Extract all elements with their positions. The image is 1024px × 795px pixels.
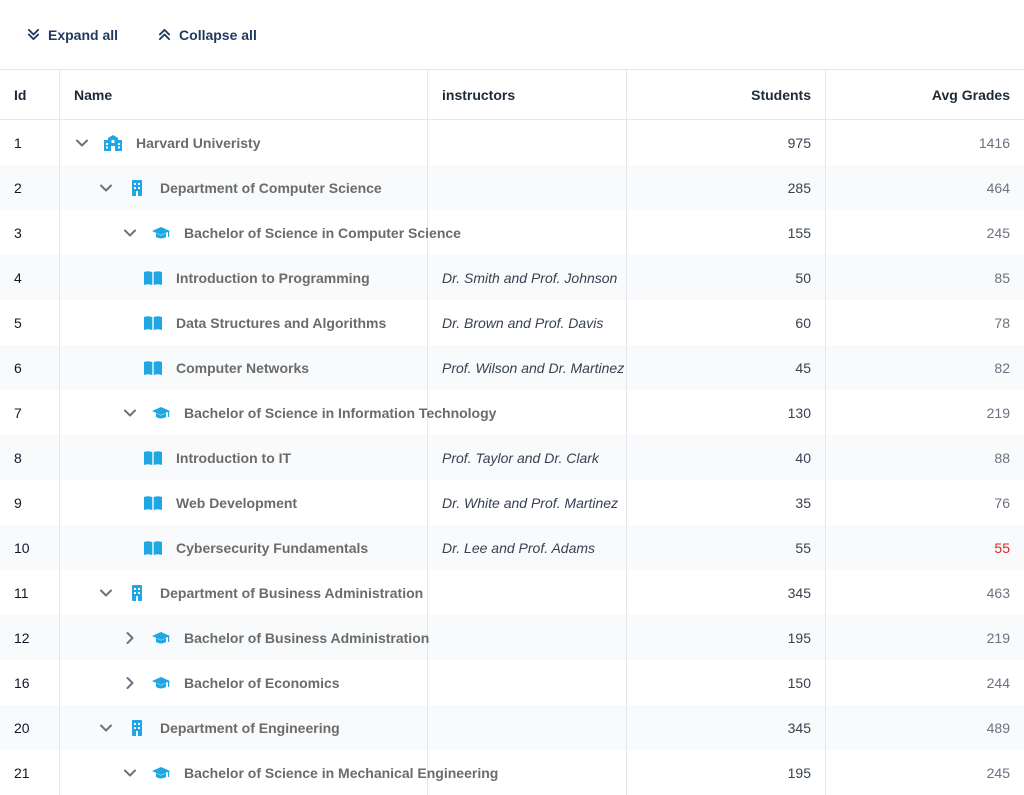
cell-id: 11 [0, 570, 60, 615]
grid-body [0, 120, 1024, 795]
collapse-all-button[interactable] [158, 27, 257, 43]
cell-students: 45 [627, 345, 826, 390]
cell-avg-grades: 76 [994, 494, 1010, 511]
cell-avg-grades: 88 [994, 449, 1010, 466]
column-header-avg-grades[interactable]: Avg Grades [931, 86, 1010, 103]
row-name-label: Data Structures and Algorithms [176, 314, 387, 331]
cell-name [60, 660, 428, 705]
column-header-students[interactable]: Students [627, 70, 826, 119]
cell-avg-grades: 245 [986, 224, 1010, 241]
graduation-cap-icon [152, 675, 170, 691]
cell-id: 3 [0, 210, 60, 255]
table-row[interactable] [0, 165, 1024, 210]
row-name-label: Harvard Univeristy [136, 134, 261, 151]
cell-instructors: Dr. Brown and Prof. Davis [428, 300, 627, 345]
cell-name [60, 300, 428, 345]
cell-instructors: Dr. White and Prof. Martinez [428, 480, 627, 525]
cell-instructors: Prof. Taylor and Dr. Clark [428, 435, 627, 480]
building-icon [128, 180, 146, 196]
cell-instructors [428, 570, 627, 615]
table-row[interactable] [0, 435, 1024, 480]
cell-students: 195 [627, 615, 826, 660]
cell-name [60, 705, 428, 750]
row-name-label: Computer Networks [176, 359, 310, 376]
cell-avg-grades: 55 [994, 539, 1010, 556]
toolbar [0, 0, 1024, 70]
cell-students: 195 [627, 750, 826, 795]
table-row[interactable] [0, 390, 1024, 435]
row-name-label: Web Development [176, 494, 298, 511]
cell-name [60, 435, 428, 480]
cell-id: 7 [0, 390, 60, 435]
chevron-right-icon[interactable] [122, 675, 138, 691]
row-name-label: Bachelor of Science in Information Technology [184, 404, 497, 421]
book-icon [144, 540, 162, 556]
graduation-cap-icon [152, 630, 170, 646]
table-row[interactable] [0, 660, 1024, 705]
cell-id: 2 [0, 165, 60, 210]
cell-avg-grades: 85 [994, 269, 1010, 286]
cell-avg-grades: 82 [994, 359, 1010, 376]
cell-instructors: Dr. Smith and Prof. Johnson [428, 255, 627, 300]
cell-name [60, 615, 428, 660]
chevron-down-icon[interactable] [74, 135, 90, 151]
table-row[interactable] [0, 300, 1024, 345]
cell-students: 60 [627, 300, 826, 345]
book-icon [144, 495, 162, 511]
cell-instructors [428, 705, 627, 750]
book-icon [144, 315, 162, 331]
building-icon [128, 585, 146, 601]
table-row[interactable] [0, 525, 1024, 570]
cell-id: 12 [0, 615, 60, 660]
building-icon [128, 720, 146, 736]
cell-avg-grades: 245 [986, 764, 1010, 781]
graduation-cap-icon [152, 225, 170, 241]
cell-name [60, 750, 499, 795]
chevron-down-icon[interactable] [122, 405, 138, 421]
cell-name [60, 390, 497, 435]
chevron-right-icon[interactable] [122, 630, 138, 646]
cell-id: 10 [0, 525, 60, 570]
cell-students: 55 [627, 525, 826, 570]
cell-id: 16 [0, 660, 60, 705]
cell-avg-grades: 78 [994, 314, 1010, 331]
expand-all-label: Expand all [48, 26, 119, 43]
book-icon [144, 360, 162, 376]
cell-id: 4 [0, 255, 60, 300]
chevron-down-icon[interactable] [98, 720, 114, 736]
table-row[interactable] [0, 750, 1024, 795]
cell-id: 8 [0, 435, 60, 480]
cell-avg-grades: 489 [986, 719, 1010, 736]
book-icon [144, 450, 162, 466]
cell-name [60, 525, 428, 570]
row-name-label: Bachelor of Science in Mechanical Engineering [184, 764, 499, 781]
expand-all-button[interactable] [27, 27, 118, 43]
chevron-down-icon[interactable] [98, 585, 114, 601]
row-name-label: Cybersecurity Fundamentals [176, 539, 369, 556]
table-row[interactable] [0, 345, 1024, 390]
cell-instructors [428, 615, 627, 660]
table-row[interactable] [0, 255, 1024, 300]
cell-instructors [428, 120, 627, 165]
chevron-down-icon[interactable] [122, 225, 138, 241]
cell-students: 345 [627, 705, 826, 750]
cell-id: 21 [0, 750, 60, 795]
cell-avg-grades: 219 [986, 404, 1010, 421]
cell-id: 1 [0, 120, 60, 165]
cell-instructors: Prof. Wilson and Dr. Martinez [428, 345, 627, 390]
cell-instructors [428, 210, 627, 255]
table-row[interactable] [0, 705, 1024, 750]
row-name-label: Department of Business Administration [160, 584, 424, 601]
book-icon [144, 270, 162, 286]
table-row[interactable] [0, 480, 1024, 525]
cell-students: 130 [627, 390, 826, 435]
graduation-cap-icon [152, 405, 170, 421]
grid-header [0, 70, 1024, 120]
cell-students: 155 [627, 210, 826, 255]
cell-instructors [428, 390, 627, 435]
cell-name [60, 165, 428, 210]
row-name-label: Introduction to Programming [176, 269, 370, 286]
cell-name [60, 120, 428, 165]
university-icon [104, 135, 122, 151]
tree-grid [0, 70, 1024, 795]
row-name-label: Introduction to IT [176, 449, 292, 466]
row-name-label: Bachelor of Economics [184, 674, 340, 691]
cell-students: 50 [627, 255, 826, 300]
cell-avg-grades: 1416 [978, 134, 1010, 151]
cell-students: 345 [627, 570, 826, 615]
double-chevron-up-icon [158, 28, 171, 41]
cell-name [60, 480, 428, 525]
cell-instructors: Dr. Lee and Prof. Adams [428, 525, 627, 570]
cell-students: 975 [627, 120, 826, 165]
column-header-instructors[interactable]: instructors [428, 70, 627, 119]
cell-name [60, 210, 461, 255]
table-row[interactable] [0, 615, 1024, 660]
chevron-down-icon[interactable] [98, 180, 114, 196]
cell-avg-grades: 244 [986, 674, 1010, 691]
row-name-label: Department of Computer Science [160, 179, 382, 196]
row-name-label: Bachelor of Science in Computer Science [184, 224, 461, 241]
cell-students: 150 [627, 660, 826, 705]
column-header-id[interactable]: Id [0, 70, 60, 119]
cell-id: 9 [0, 480, 60, 525]
table-row[interactable] [0, 210, 1024, 255]
collapse-all-label: Collapse all [179, 26, 257, 43]
graduation-cap-icon [152, 765, 170, 781]
cell-instructors [428, 660, 627, 705]
chevron-down-icon[interactable] [122, 765, 138, 781]
cell-instructors [428, 750, 627, 795]
column-header-name[interactable]: Name [60, 70, 428, 119]
cell-students: 40 [627, 435, 826, 480]
cell-name [60, 255, 428, 300]
table-row[interactable] [0, 120, 1024, 165]
cell-avg-grades: 219 [986, 629, 1010, 646]
cell-id: 6 [0, 345, 60, 390]
cell-avg-grades: 463 [986, 584, 1010, 601]
cell-students: 285 [627, 165, 826, 210]
cell-name [60, 345, 428, 390]
row-name-label: Department of Engineering [160, 719, 340, 736]
cell-students: 35 [627, 480, 826, 525]
cell-name [60, 570, 428, 615]
cell-id: 20 [0, 705, 60, 750]
cell-id: 5 [0, 300, 60, 345]
cell-instructors [428, 165, 627, 210]
cell-avg-grades: 464 [986, 179, 1010, 196]
double-chevron-down-icon [27, 28, 40, 41]
table-row[interactable] [0, 570, 1024, 615]
row-name-label: Bachelor of Business Administration [184, 629, 430, 646]
